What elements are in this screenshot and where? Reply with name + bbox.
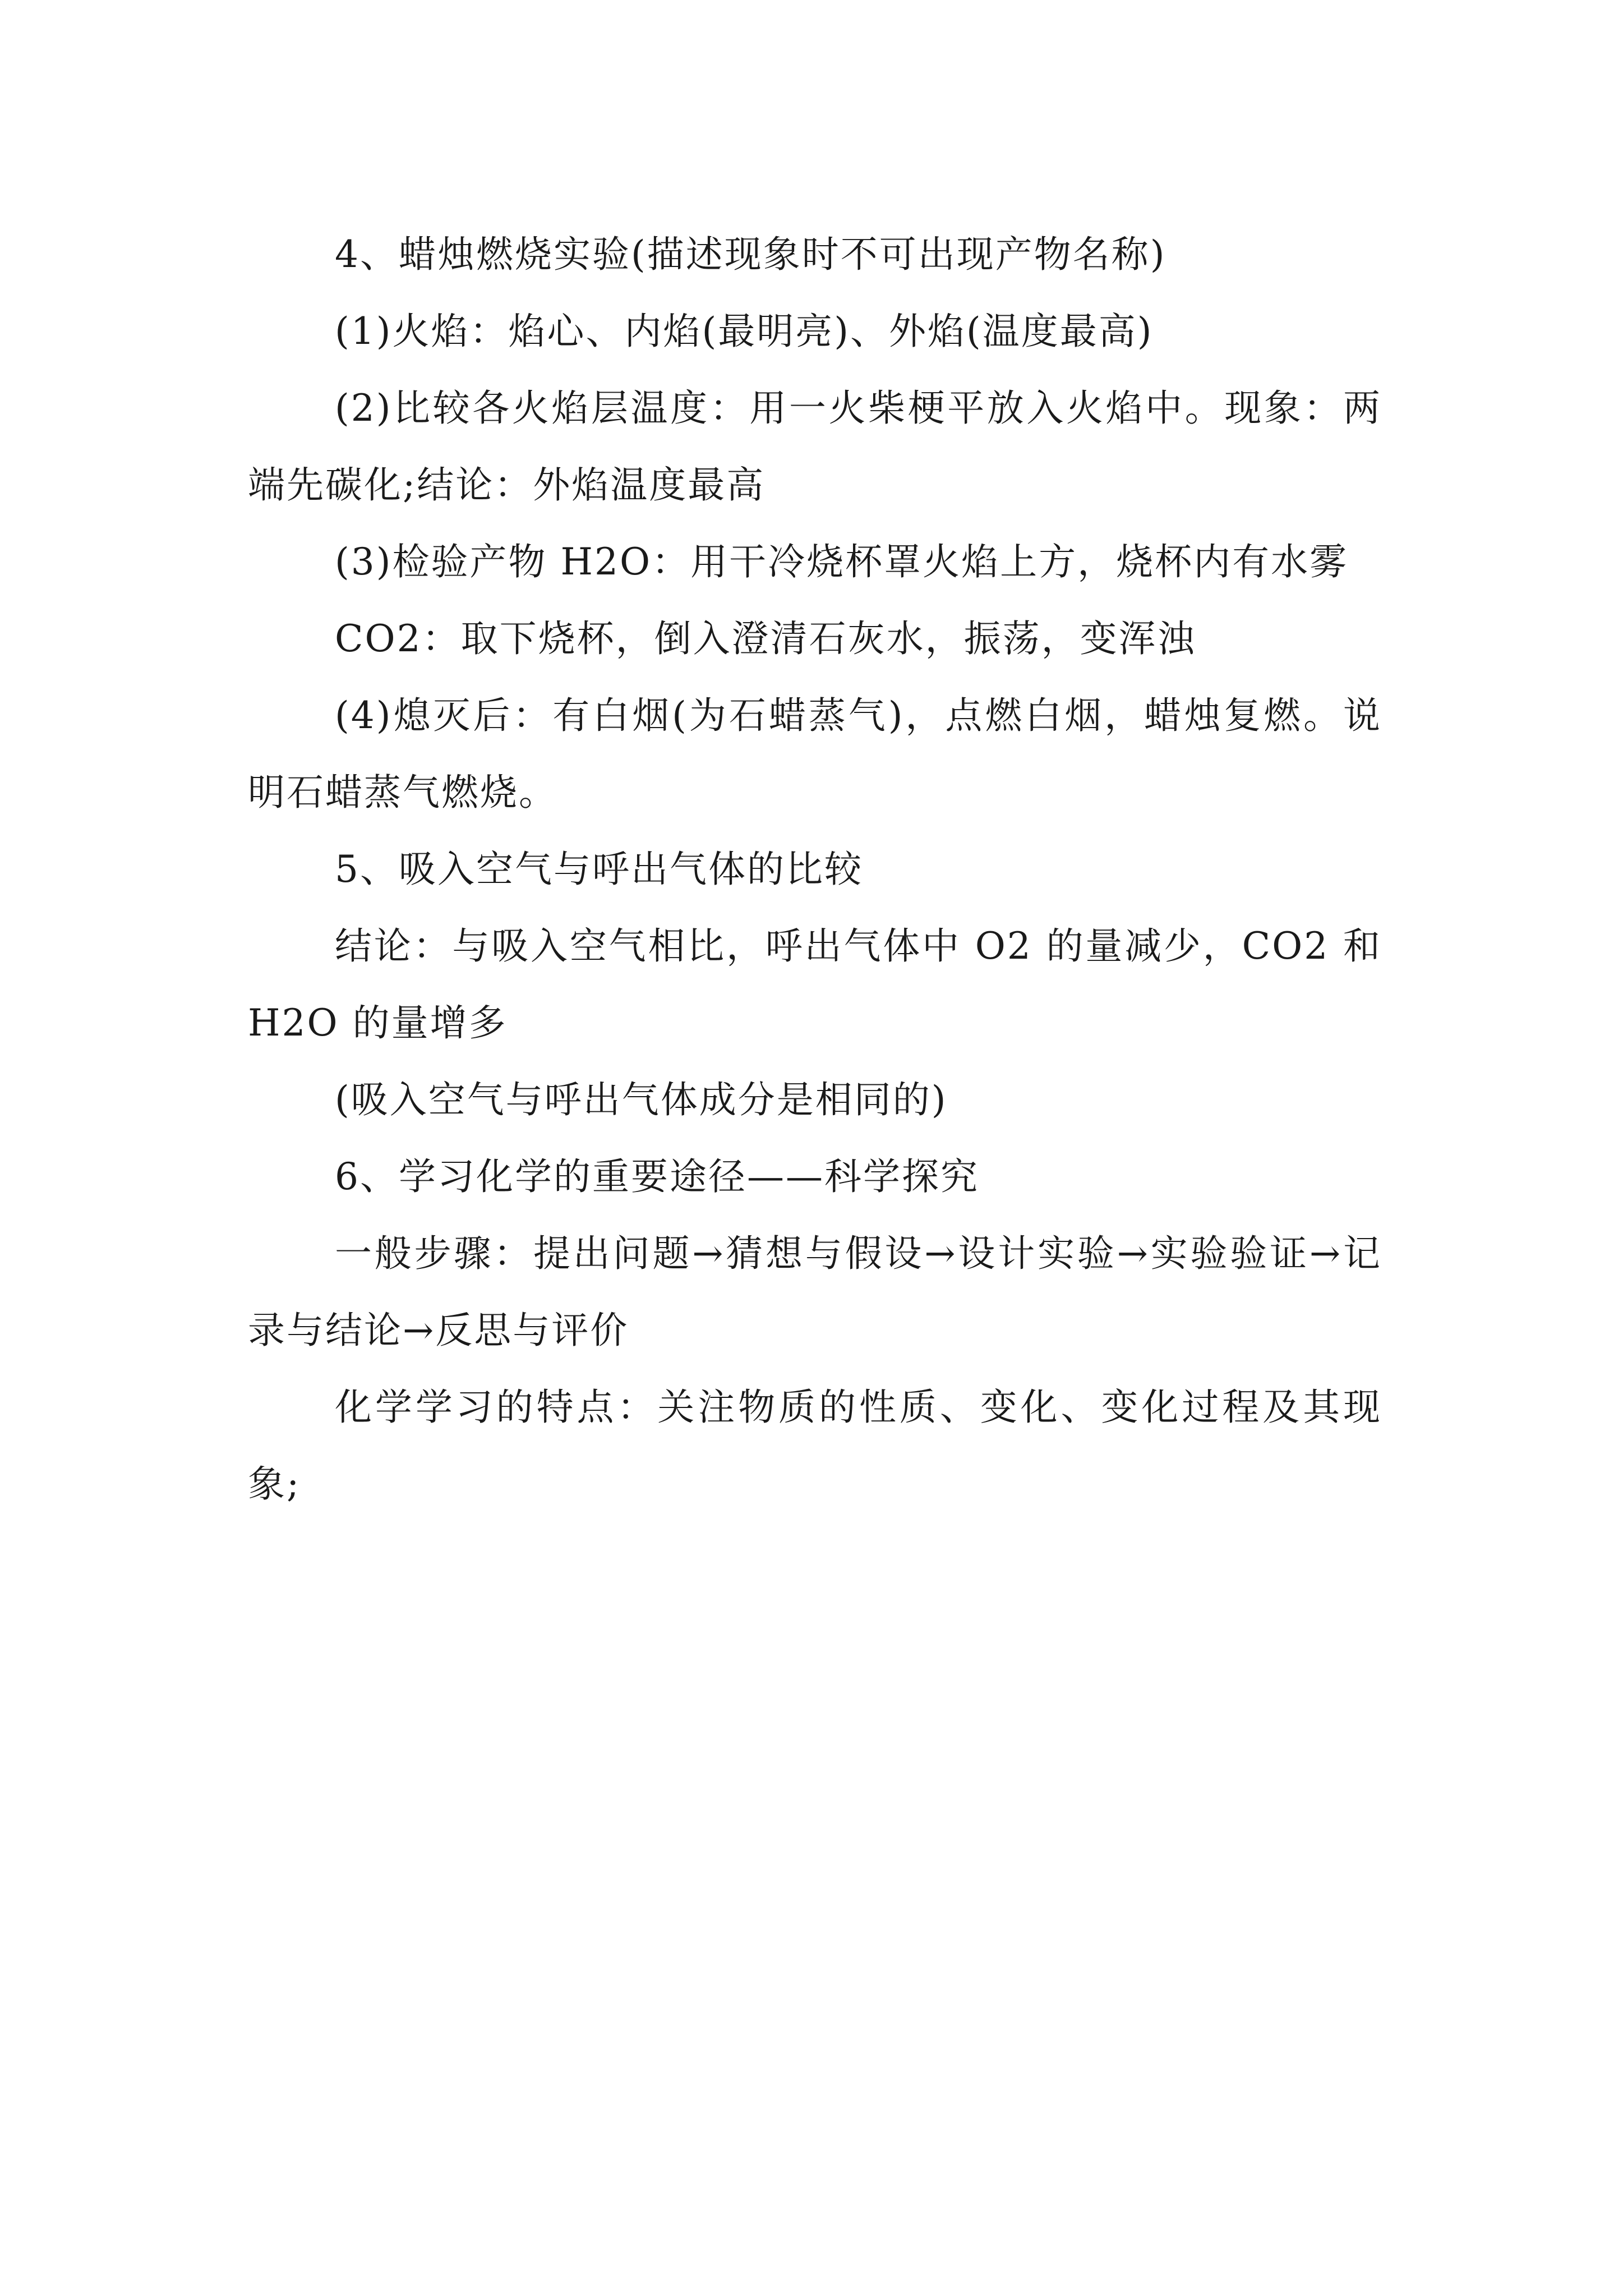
paragraph-chemistry-features: 化学学习的特点：关注物质的性质、变化、变化过程及其现象; <box>248 1386 1382 1506</box>
paragraph-breath-note: (吸入空气与呼出气体成分是相同的) <box>335 1078 948 1121</box>
paragraph-flame-parts: (1)火焰：焰心、内焰(最明亮)、外焰(温度最高) <box>335 310 1154 353</box>
document-body <box>248 216 1382 1522</box>
paragraph-after-extinguish: (4)熄灭后：有白烟(为石蜡蒸气)，点燃白烟，蜡烛复燃。说明石蜡蒸气燃烧。 <box>248 694 1382 814</box>
paragraph-breath-comparison-heading: 5、吸入空气与呼出气体的比较 <box>335 848 863 891</box>
paragraph-scientific-inquiry-heading: 6、学习化学的重要途径——科学探究 <box>335 1155 979 1198</box>
paragraph-inquiry-steps: 一般步骤：提出问题→猜想与假设→设计实验→实验验证→记录与结论→反思与评价 <box>248 1232 1382 1352</box>
paragraph-breath-conclusion: 结论：与吸入空气相比，呼出气体中 O2 的量减少，CO2 和 H2O 的量增多 <box>248 924 1382 1045</box>
paragraph-test-water: (3)检验产物 H2O：用干冷烧杯罩火焰上方，烧杯内有水雾 <box>335 540 1349 583</box>
paragraph-test-co2: CO2：取下烧杯，倒入澄清石灰水，振荡，变浑浊 <box>335 617 1196 660</box>
paragraph-candle-experiment-heading: 4、蜡烛燃烧实验(描述现象时不可出现产物名称) <box>335 233 1166 276</box>
paragraph-flame-temperature: (2)比较各火焰层温度：用一火柴梗平放入火焰中。现象：两端先碳化;结论：外焰温度最高 <box>248 386 1382 507</box>
